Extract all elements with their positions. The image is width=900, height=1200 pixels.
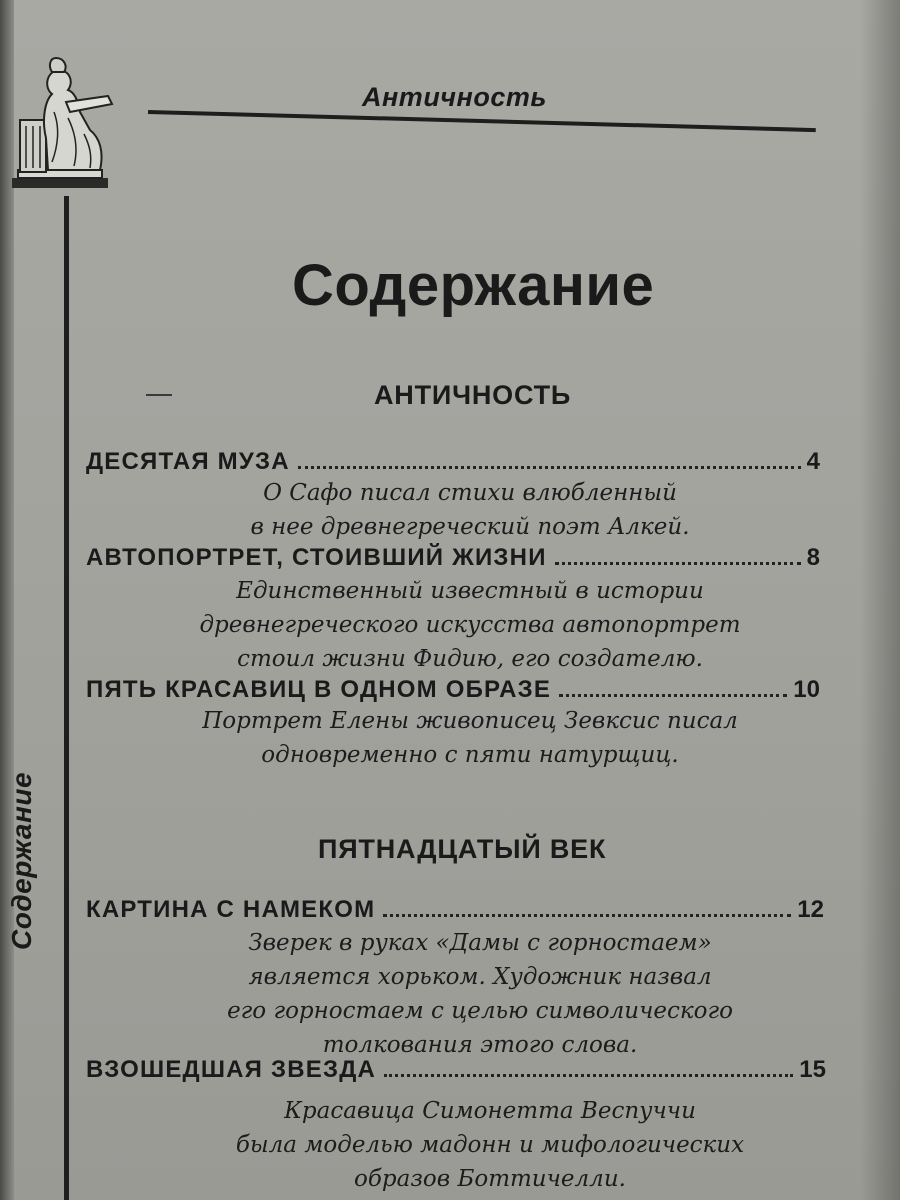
toc-entry[interactable] bbox=[86, 448, 820, 476]
toc-entry-title: ПЯТЬ КРАСАВИЦ В ОДНОМ ОБРАЗЕ bbox=[86, 676, 552, 703]
section-heading: АНТИЧНОСТЬ bbox=[374, 380, 572, 410]
toc-entry-title: ВЗОШЕДШАЯ ЗВЕЗДА bbox=[86, 1056, 377, 1083]
description-line: одновременно с пяти натурщиц. bbox=[261, 742, 679, 768]
toc-entry-page: 12 bbox=[797, 896, 824, 923]
toc-entry-page: 8 bbox=[806, 544, 820, 571]
description-line: толкования этого слова. bbox=[322, 1032, 638, 1058]
toc-entry-description bbox=[170, 1094, 810, 1196]
toc-entry-description bbox=[160, 926, 800, 1062]
description-line: является хорьком. Художник назвал bbox=[248, 964, 712, 990]
description-line: Портрет Елены живописец Зевксис писал bbox=[202, 708, 738, 734]
side-running-label: Содержание bbox=[6, 771, 37, 950]
description-line: стоил жизни Фидию, его создателю. bbox=[237, 646, 703, 672]
description-line: образов Боттичелли. bbox=[354, 1166, 626, 1192]
description-line: Красавица Симонетта Веспуччи bbox=[284, 1098, 696, 1124]
toc-entry-description bbox=[180, 476, 760, 544]
header-rule bbox=[148, 110, 816, 132]
vertical-rule bbox=[64, 196, 69, 1200]
toc-entry[interactable] bbox=[86, 1056, 826, 1084]
toc-entry-title: ДЕСЯТАЯ МУЗА bbox=[86, 448, 290, 475]
toc-entry-title: АВТОПОРТРЕТ, СТОИВШИЙ ЖИЗНИ bbox=[86, 544, 547, 571]
description-line: была моделью мадонн и мифологических bbox=[235, 1132, 745, 1158]
toc-entry[interactable] bbox=[86, 544, 820, 572]
description-line: в нее древнегреческий поэт Алкей. bbox=[250, 514, 690, 540]
running-header-title: Античность bbox=[362, 82, 547, 112]
dot-leader bbox=[383, 914, 791, 917]
description-line: Зверек в руках «Дамы с горностаем» bbox=[248, 930, 712, 956]
description-line: Единственный известный в истории bbox=[236, 578, 704, 604]
dot-leader bbox=[384, 1074, 793, 1077]
toc-entry-page: 4 bbox=[806, 448, 820, 475]
dot-leader bbox=[555, 562, 801, 565]
dot-leader bbox=[298, 466, 801, 469]
toc-entry[interactable] bbox=[86, 676, 820, 704]
dot-leader bbox=[559, 694, 787, 697]
description-line: его горностаем с целью символического bbox=[227, 998, 733, 1024]
toc-entry-page: 10 bbox=[793, 676, 820, 703]
page-gutter-shadow bbox=[860, 0, 900, 1200]
description-line: О Сафо писал стихи влюбленный bbox=[263, 480, 677, 506]
page-title: Содержание bbox=[292, 253, 655, 318]
scribe-figure-emblem bbox=[8, 42, 118, 202]
decorative-dash bbox=[146, 394, 172, 396]
toc-entry[interactable] bbox=[86, 896, 824, 924]
toc-entry-description bbox=[160, 574, 780, 676]
section-heading: ПЯТНАДЦАТЫЙ ВЕК bbox=[318, 834, 607, 864]
toc-entry-page: 15 bbox=[799, 1056, 826, 1083]
toc-entry-description bbox=[160, 704, 780, 772]
toc-entry-title: КАРТИНА С НАМЕКОМ bbox=[86, 896, 376, 923]
description-line: древнегреческого искусства автопортрет bbox=[199, 612, 741, 638]
